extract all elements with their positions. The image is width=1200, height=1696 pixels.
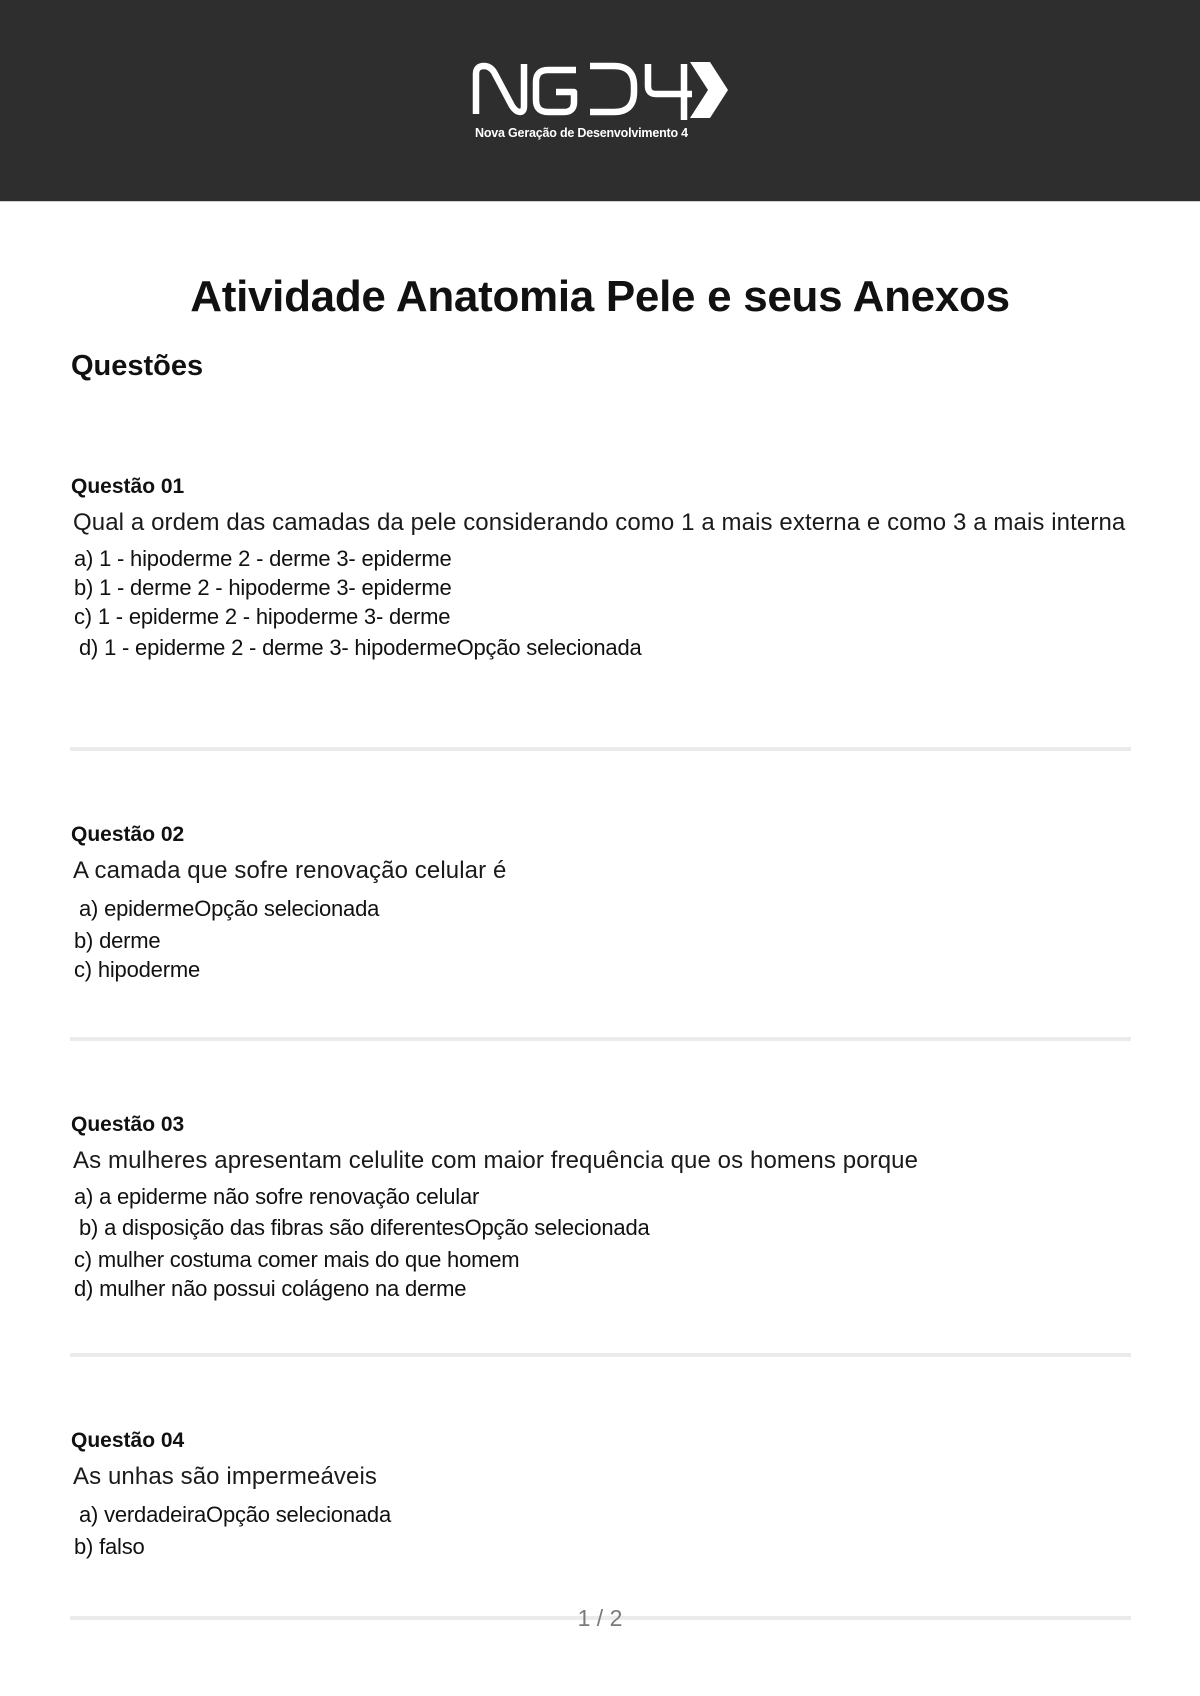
option-d-selected[interactable]: d) 1 - epiderme 2 - derme 3- hipodermeOpção selecionada <box>79 635 642 660</box>
option-b[interactable]: b) falso <box>74 1534 145 1559</box>
question-divider <box>70 1353 1131 1357</box>
question-label: Questão 03 <box>71 1113 185 1136</box>
option-a-selected[interactable]: a) verdadeiraOpção selecionada <box>79 1502 391 1527</box>
option-b[interactable]: b) derme <box>74 928 161 953</box>
question-01 <box>71 472 1131 665</box>
question-divider <box>70 747 1131 751</box>
options-list <box>74 1498 1131 1561</box>
options-list <box>74 544 1131 665</box>
option-a-selected[interactable]: a) epidermeOpção selecionada <box>79 896 380 921</box>
option-c[interactable]: c) 1 - epiderme 2 - hipoderme 3- derme <box>74 604 451 629</box>
page-indicator: 1 / 2 <box>577 1605 623 1631</box>
question-04 <box>71 1426 1131 1561</box>
option-a[interactable]: a) a epiderme não sofre renovação celular <box>74 1184 480 1209</box>
section-heading: Questões <box>71 350 204 382</box>
question-label: Questão 02 <box>71 823 185 846</box>
question-text: A camada que sofre renovação celular é <box>73 857 507 884</box>
question-03 <box>71 1110 1131 1303</box>
document-title: Atividade Anatomia Pele e seus Anexos <box>190 272 1010 321</box>
option-a[interactable]: a) 1 - hipoderme 2 - derme 3- epiderme <box>74 546 452 571</box>
question-02 <box>71 820 1131 984</box>
option-b-selected[interactable]: b) a disposição das fibras são diferentesOpção selecionada <box>79 1215 650 1240</box>
ngd4-logo-icon <box>472 56 732 126</box>
question-label: Questão 04 <box>71 1429 185 1452</box>
question-text: As mulheres apresentam celulite com maior frequência que os homens porque <box>73 1147 919 1174</box>
question-label: Questão 01 <box>71 475 185 498</box>
option-c[interactable]: c) hipoderme <box>74 957 200 982</box>
question-divider <box>70 1037 1131 1041</box>
option-c[interactable]: c) mulher costuma comer mais do que homem <box>74 1247 520 1272</box>
options-list <box>74 892 1131 984</box>
question-text: As unhas são impermeáveis <box>73 1463 377 1490</box>
options-list <box>74 1182 1131 1303</box>
option-b[interactable]: b) 1 - derme 2 - hipoderme 3- epiderme <box>74 575 452 600</box>
option-d[interactable]: d) mulher não possui colágeno na derme <box>74 1276 467 1301</box>
question-text: Qual a ordem das camadas da pele considerando como 1 a mais externa e como 3 a mais interna <box>73 509 1126 536</box>
header-banner <box>0 0 1200 202</box>
logo-subtitle: Nova Geração de Desenvolvimento 4 <box>475 126 688 140</box>
